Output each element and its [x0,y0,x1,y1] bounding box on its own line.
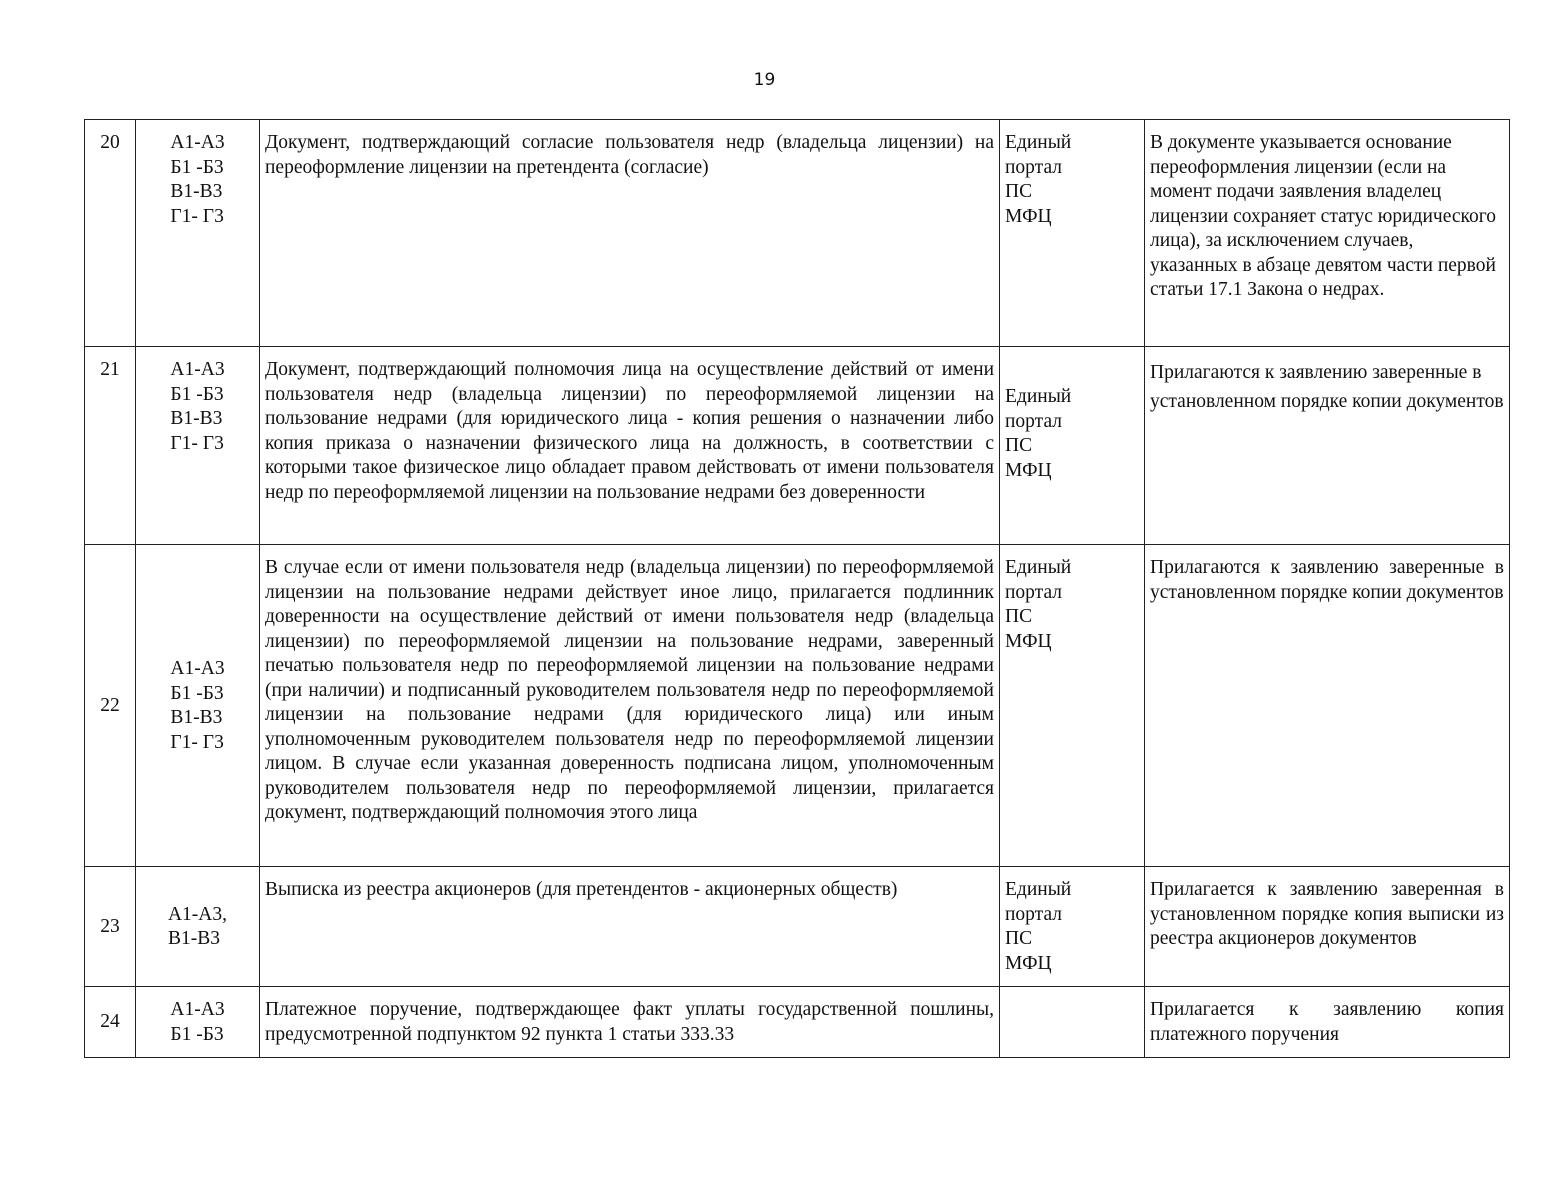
code-item: Г1- Г3 [170,432,224,454]
row-description: Выписка из реестра акционеров (для претендентов - акционерных обществ) [260,867,1000,987]
row-channels [1000,347,1145,545]
code-item: Б1 -Б3 [170,156,224,178]
channel-item: портал [1005,410,1062,432]
channel-item: МФЦ [1005,630,1052,652]
channel-item: ПС [1005,181,1033,202]
code-item: В1-В3 [170,181,223,202]
table-row [85,987,1510,1058]
row-codes [136,987,260,1058]
row-codes [136,545,260,867]
code-item: А1-А3 [170,658,225,679]
code-item: В1-В3 [167,928,220,949]
channel-item: портал [1005,903,1062,925]
channel-item: Единый [1005,132,1072,153]
page-number: 19 [753,70,776,90]
row-channels [1000,987,1145,1058]
code-item: А1-А3 [170,359,225,380]
channel-item: портал [1005,581,1062,603]
code-item: Б1 -Б3 [170,1023,224,1045]
channel-item: МФЦ [1005,205,1052,227]
code-item: В1-В3 [170,408,223,429]
row-note: Прилагаются к заявлению заверенные в установленном порядке копии документов [1145,347,1510,545]
row-description: Документ, подтверждающий согласие пользователя недр (владельца лицензии) на переоформление лицензии на претендента (согласие) [260,120,1000,347]
code-item: Б1 -Б3 [170,682,224,704]
row-description: Документ, подтверждающий полномочия лица на осуществление действий от имени пользователя недр (владельца лицензии) по переоформляемой лицензии на пользование недрами (для юридического лица - копия решения о назначении либо копия приказа о назначении физического лица на должность, в соответствии с которыми такое физическое лицо обладает правом действовать от имени пользователя недр по переоформляемой лицензии на пользование недрами без доверенности [260,347,1000,545]
channel-item: Единый [1005,879,1072,900]
row-description: Платежное поручение, подтверждающее факт уплаты государственной пошлины, предусмотренной подпунктом 92 пункта 1 статьи 333.33 [260,987,1000,1058]
channel-item: портал [1005,156,1062,178]
row-note: Прилагается к заявлению заверенная в установленном порядке копия выписки из реестра акционеров документов [1145,867,1510,987]
code-item: А1-А3, [167,903,228,925]
code-item: Г1- Г3 [170,205,224,227]
row-codes [136,867,260,987]
row-number: 23 [85,867,136,987]
row-channels [1000,545,1145,867]
table-row [85,120,1510,347]
code-item: А1-А3 [170,132,225,153]
code-item: Б1 -Б3 [170,383,224,405]
row-note: Прилагается к заявлению копия платежного поручения [1145,987,1510,1058]
row-channels [1000,120,1145,347]
code-item: А1-А3 [170,999,225,1020]
row-number: 21 [85,347,136,545]
table-row [85,545,1510,867]
row-note: В документе указывается основание переоформления лицензии (если на момент подачи заявления владелец лицензии сохраняет статус юридического лица), за исключением случаев, указанных в абзаце девятом части первой статьи 17.1 Закона о недрах. [1145,120,1510,347]
documents-table [84,119,1510,1058]
row-note: Прилагаются к заявлению заверенные в установленном порядке копии документов [1145,545,1510,867]
channel-item: ПС [1005,435,1033,456]
channel-item: ПС [1005,928,1033,949]
channel-item: МФЦ [1005,459,1052,481]
row-number: 20 [85,120,136,347]
row-channels [1000,867,1145,987]
row-number: 24 [85,987,136,1058]
channel-item: МФЦ [1005,952,1052,974]
channel-item: ПС [1005,606,1033,627]
row-codes [136,347,260,545]
row-description: В случае если от имени пользователя недр (владельца лицензии) по переоформляемой лицензии на пользование недрами действует иное лицо, прилагается подлинник доверенности на осуществление действий от имени пользователя недр (владельца лицензии) по переоформляемой лицензии на пользование недрами, заверенный печатью пользователя недр по переоформляемой лицензии на пользование недрами (при наличии) и подписанный руководителем пользователя недр по переоформляемой лицензии на пользование недрами (для юридического лица) или иным уполномоченным руководителем пользователя недр по переоформляемой лицензии лицом. В случае если указанная доверенность подписана лицом, уполномоченным руководителем пользователя недр по переоформляемой лицензии, прилагается документ, подтверждающий полномочия этого лица [260,545,1000,867]
channel-item: Единый [1005,557,1072,578]
table-row [85,867,1510,987]
code-item: Г1- Г3 [170,731,224,753]
channel-item: Единый [1005,386,1072,407]
code-item: В1-В3 [170,707,223,728]
table-row [85,347,1510,545]
row-number: 22 [85,545,136,867]
row-codes [136,120,260,347]
